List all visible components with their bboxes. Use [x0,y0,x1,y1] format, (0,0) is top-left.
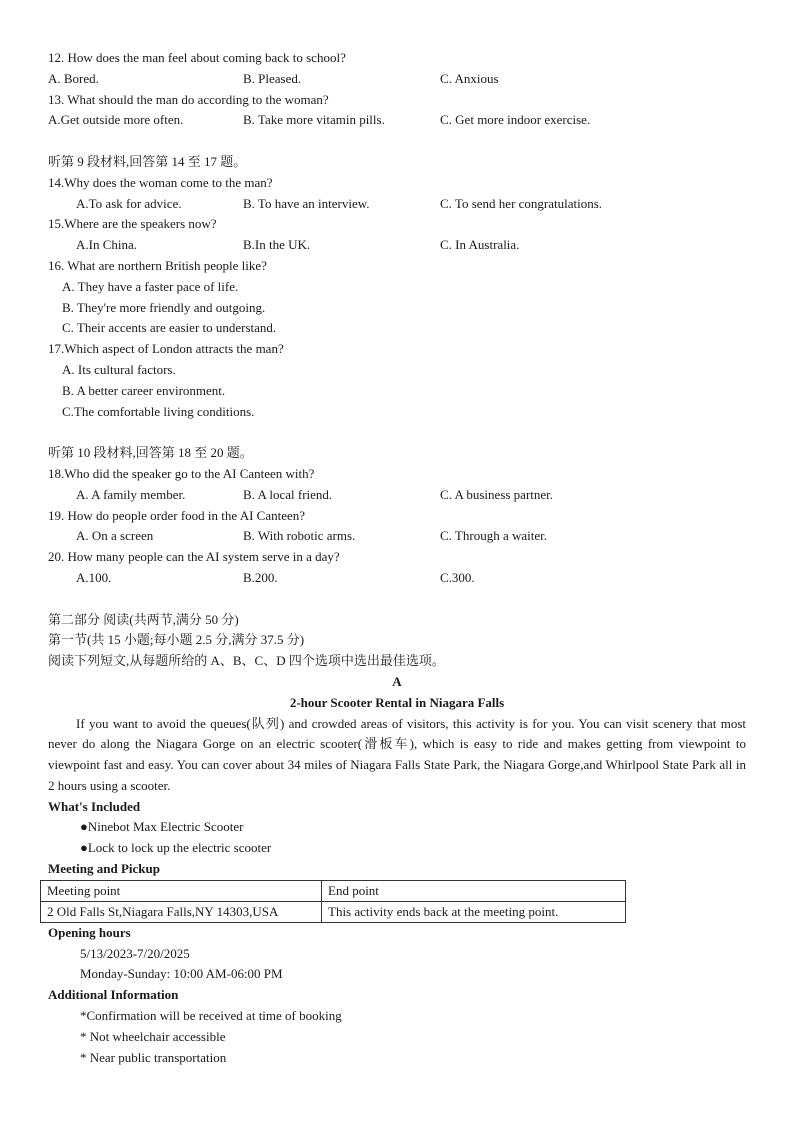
part-2-title: 第二部分 阅读(共两节,满分 50 分) [48,611,239,627]
additional-item: *Confirmation will be received at time of booking [80,1008,342,1024]
included-heading: What's Included [48,798,141,814]
question-13-options [48,110,746,131]
section-1-title: 第一节(共 15 小题;每小题 2.5 分,满分 37.5 分) [48,632,305,648]
question-15-options [48,235,746,256]
option-b: B. With robotic arms. [243,528,356,544]
option-a: A. They have a faster pace of life. [62,278,239,294]
question-14: 14.Why does the woman come to the man? [48,174,273,190]
option-c: C. Through a waiter. [440,528,547,544]
included-item: ●Lock to lock up the electric scooter [80,840,272,856]
passage-title: 2-hour Scooter Rental in Niagara Falls [289,694,505,710]
table-cell: This activity ends back at the meeting point. [322,901,626,922]
additional-item: * Near public transportation [80,1049,227,1065]
passage-intro: If you want to avoid the queues(队列) and crowded areas of visitors, this activity is for you. You can visit scenery that most never do along the Niagara Gorge on an electric scooter(滑板车), which is easy to ride and makes getting from viewpoint to viewpoint fast and easy. You can cover about 34 miles of Niagara Falls State Park, the Niagara Gorge,and Whirlpool State Park all in 2 hours using a scooter. [48,715,746,793]
option-b: B.In the UK. [243,237,311,253]
option-c: C. To send her congratulations. [440,195,603,211]
question-16: 16. What are northern British people like? [48,257,267,273]
question-13: 13. What should the man do according to the woman? [48,91,329,107]
option-a: A.100. [76,569,112,585]
table-cell: 2 Old Falls St,Niagara Falls,NY 14303,USA [41,901,322,922]
question-20-options [48,568,746,589]
additional-item: * Not wheelchair accessible [80,1028,226,1044]
question-20: 20. How many people can the AI system serve in a day? [48,549,340,565]
question-19-options [48,526,746,547]
option-c: C.The comfortable living conditions. [62,403,255,419]
option-b: B. They're more friendly and outgoing. [62,299,266,315]
option-b: B. A better career environment. [62,382,226,398]
table-row [41,901,626,922]
section-10-header: 听第 10 段材料,回答第 18 至 20 题。 [48,445,253,461]
option-c: C. Get more indoor exercise. [440,112,591,128]
question-14-options [48,194,746,215]
table-header-cell: Meeting point [41,880,322,901]
option-a: A. Its cultural factors. [62,361,176,377]
option-a: A.In China. [76,237,138,253]
meeting-table [40,880,626,923]
additional-heading: Additional Information [48,987,179,1003]
opening-dates: 5/13/2023-7/20/2025 [80,945,190,961]
question-17: 17.Which aspect of London attracts the man? [48,341,284,357]
opening-times: Monday-Sunday: 10:00 AM-06:00 PM [80,966,283,982]
option-a: A.To ask for advice. [76,195,182,211]
section-9-header: 听第 9 段材料,回答第 14 至 17 题。 [48,153,247,169]
option-c: C. Anxious [440,70,499,86]
option-a: A.Get outside more often. [48,112,184,128]
option-b: B.200. [243,569,278,585]
table-header-cell: End point [322,880,626,901]
meeting-heading: Meeting and Pickup [48,861,160,877]
opening-heading: Opening hours [48,924,131,940]
question-15: 15.Where are the speakers now? [48,216,217,232]
option-b: B. Pleased. [243,70,302,86]
option-a: A. On a screen [76,528,154,544]
question-18-options [48,485,746,506]
option-c: C.300. [440,569,475,585]
included-item: ●Ninebot Max Electric Scooter [80,819,244,835]
reading-instructions: 阅读下列短文,从每题所给的 A、B、C、D 四个选项中选出最佳选项。 [48,653,445,669]
table-header-row [41,880,626,901]
option-b: B. A local friend. [243,486,333,502]
option-a: A. A family member. [76,486,186,502]
option-c: C. Their accents are easier to understand. [62,320,277,336]
option-b: B. Take more vitamin pills. [243,112,385,128]
option-c: C. A business partner. [440,486,554,502]
option-c: C. In Australia. [440,237,520,253]
question-12-options [48,69,746,90]
passage-letter: A [392,673,402,689]
option-a: A. Bored. [48,70,99,86]
question-12: 12. How does the man feel about coming back to school? [48,50,346,65]
option-b: B. To have an interview. [243,195,370,211]
question-18: 18.Who did the speaker go to the AI Canteen with? [48,465,315,481]
exam-page [48,48,746,1068]
question-19: 19. How do people order food in the AI Canteen? [48,507,306,523]
